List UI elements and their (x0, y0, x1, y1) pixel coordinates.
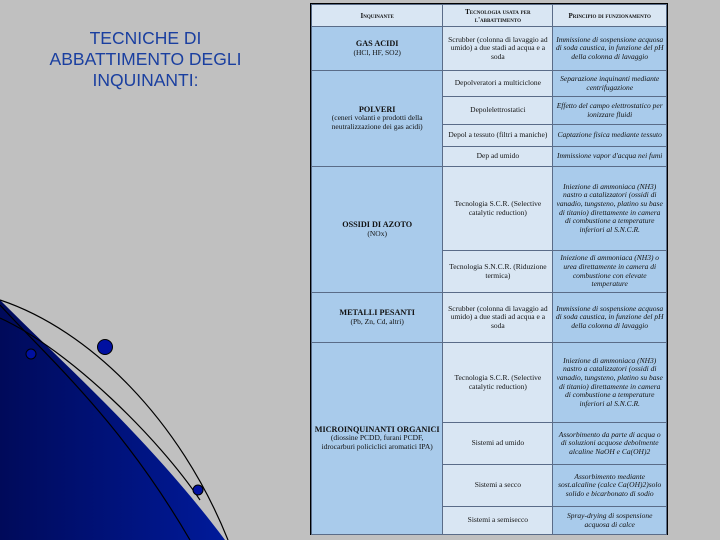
tech-cell: Sistemi ad umido (443, 423, 553, 465)
tech-cell: Scrubber (colonna di lavaggio ad umido) a due stadi ad acqua e a soda (443, 293, 553, 343)
tech-cell: Depolelettrostatici (443, 97, 553, 125)
pollutant-detail: (Pb, Zn, Cd, altri) (350, 316, 404, 326)
tech-cell: Sistemi a secco (443, 465, 553, 507)
pollutant-name: POLVERI (358, 104, 396, 114)
pollutant-detail: (ceneri volanti e prodotti della neutralizzazione dei gas acidi) (331, 113, 423, 131)
table-row (312, 71, 667, 97)
principle-cell: Assorbimento mediante sost.alcaline (calce Ca(OH)2)solo solido e bicarbonato di sodio (553, 465, 667, 507)
title-line: INQUINANTI: (92, 70, 199, 90)
principle-cell: Separazione inquinanti mediante centrifugazione (553, 71, 667, 97)
pollutant-cell (312, 293, 443, 343)
pollutant-cell (312, 343, 443, 535)
tech-cell: Depol a tessuto (filtri a maniche) (443, 125, 553, 147)
pollutant-cell (312, 167, 443, 293)
pollutant-cell (312, 27, 443, 71)
tech-cell: Tecnologia S.C.R. (Selective catalytic reduction) (443, 343, 553, 423)
principle-cell: Assorbimento da parte di acqua o di soluzioni acquose debolmente alcaline NaOH e Ca(OH)2 (553, 423, 667, 465)
tech-cell: Sistemi a semisecco (443, 507, 553, 535)
table-row (312, 293, 667, 343)
tech-cell: Dep ad umido (443, 147, 553, 167)
pollutant-detail: (NOx) (367, 228, 387, 238)
principle-cell: Captazione fisica mediante tessuto (553, 125, 667, 147)
pollutant-detail: (diossine PCDD, furani PCDF, idrocarburi policiclici aromatici IPA) (321, 433, 433, 451)
header-inquinante: Inquinante (312, 5, 443, 27)
header-tecnologia: Tecnologia usata per l'abbattimento (443, 5, 553, 27)
principle-cell: Iniezione di ammoniaca (NH3) nastro a catalizzatori (ossidi di vanadio, tungsteno, platino su base di titanio) direttamente in camera di combustione a temperature inferiori al S.N.C.R. (553, 167, 667, 251)
pollutant-abatement-table (310, 3, 668, 535)
table-row (312, 343, 667, 423)
principle-cell: Spray-drying di sospensione acquosa di calce (553, 507, 667, 535)
principle-cell: Iniezione di ammoniaca (NH3) nastro a catalizzatori (ossidi di vanadio, tungsteno, platino su base di titanio) direttamente in camera di combustione a temperature inferiori al S.N.C.R. (553, 343, 667, 423)
pollutant-name: OSSIDI DI AZOTO (342, 219, 413, 229)
table-header-row (312, 5, 667, 27)
pollutant-name: MICROINQUINANTI ORGANICI (314, 424, 440, 434)
principle-cell: Immissione vapor d'acqua nei fumi (553, 147, 667, 167)
table-row (312, 27, 667, 71)
slide-title (18, 28, 273, 91)
tech-cell: Depolveratori a multiciclone (443, 71, 553, 97)
principle-cell: Immissione di sospensione acquosa di soda caustica, in funzione del pH della colonna di lavaggio (553, 27, 667, 71)
title-line: ABBATTIMENTO DEGLI (49, 49, 242, 69)
principle-cell: Effetto del campo elettrostatico per ionizzare fluidi (553, 97, 667, 125)
header-principio: Principio di funzionamento (553, 5, 667, 27)
pollutant-name: GAS ACIDI (355, 38, 399, 48)
tech-cell: Scrubber (colonna di lavaggio ad umido) a due stadi ad acqua e a soda (443, 27, 553, 71)
tech-cell: Tecnologia S.N.C.R. (Riduzione termica) (443, 251, 553, 293)
table-row (312, 167, 667, 251)
principle-cell: Iniezione di ammoniaca (NH3) o urea direttamente in camera di combustione con elevate temperature (553, 251, 667, 293)
title-line: TECNICHE DI (89, 28, 202, 48)
pollutant-cell (312, 71, 443, 167)
pollutant-detail: (HCl, HF, SO2) (353, 47, 401, 57)
pollutant-name: METALLI PESANTI (339, 307, 415, 317)
tech-cell: Tecnologia S.C.R. (Selective catalytic reduction) (443, 167, 553, 251)
principle-cell: Immissione di sospensione acquosa di soda caustica, in funzione del pH della colonna di lavaggio (553, 293, 667, 343)
